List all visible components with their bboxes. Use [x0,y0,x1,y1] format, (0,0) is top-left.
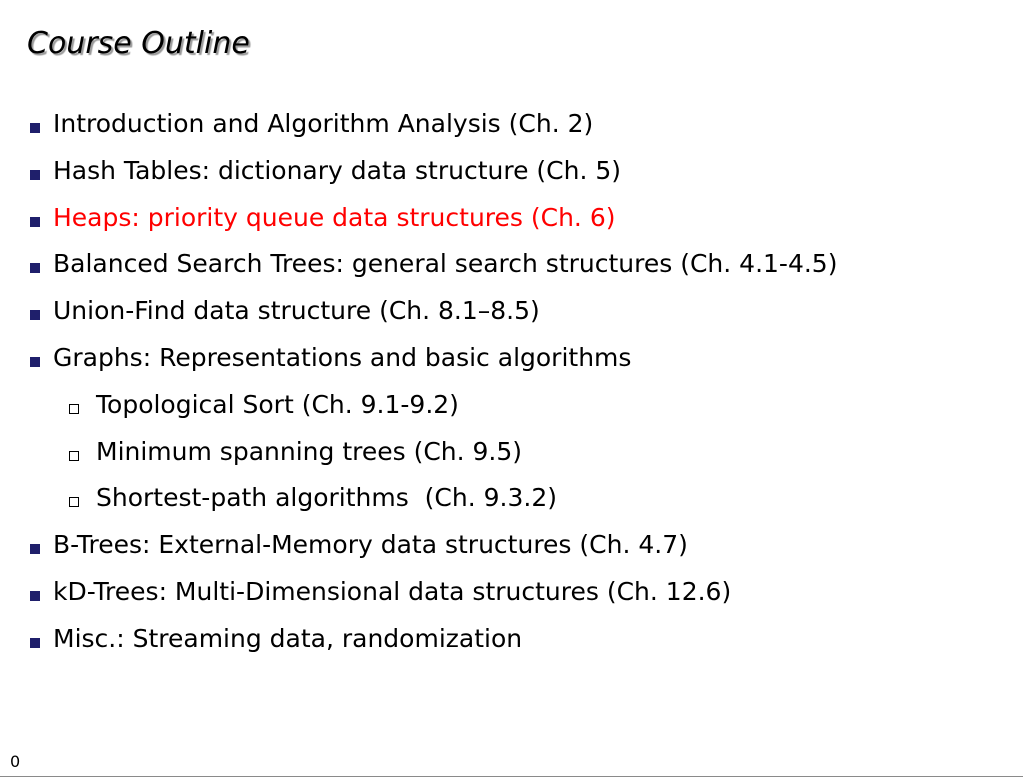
square-bullet-icon [30,544,40,554]
outline-item-graphs [0,335,1023,382]
outline-item-b-trees [0,522,1023,569]
square-bullet-icon [30,638,40,648]
outline-item-hash-tables [0,148,1023,195]
outline-item-text: Heaps: priority queue data structures (Ch. 6) [53,202,616,232]
outline-item-misc [0,616,1023,663]
square-bullet-icon [30,217,40,227]
outline-item-text: Topological Sort (Ch. 9.1-9.2) [96,389,459,419]
outline-item-text: B-Trees: External-Memory data structures (Ch. 4.7) [53,530,688,560]
hollow-square-bullet-icon [69,497,79,507]
outline-subitem-shortest-path [0,475,1023,522]
hollow-square-bullet-icon [69,451,79,461]
square-bullet-icon [30,263,40,273]
outline-item-text: Hash Tables: dictionary data structure (Ch. 5) [53,155,622,185]
page-number: 0 [10,752,21,771]
hollow-square-bullet-icon [69,404,79,414]
outline-item-balanced-search-trees [0,241,1023,288]
outline-item-kd-trees [0,569,1023,616]
footer-divider [0,776,1023,777]
square-bullet-icon [30,591,40,601]
outline-item-text: Introduction and Algorithm Analysis (Ch. 2) [53,109,594,138]
square-bullet-icon [30,170,40,180]
outline-item-text: Minimum spanning trees (Ch. 9.5) [96,436,523,466]
outline-item-text: Shortest-path algorithms (Ch. 9.3.2) [96,483,557,513]
outline-item-heaps [0,195,1023,242]
square-bullet-icon [30,123,40,133]
outline-item-text: Union-Find data structure (Ch. 8.1–8.5) [53,296,540,326]
slide-title: Course Outline [27,26,250,61]
outline-item-union-find [0,288,1023,335]
outline-item-text: Graphs: Representations and basic algorithms [53,342,632,372]
outline-subitem-topological-sort [0,382,1023,429]
square-bullet-icon [30,310,40,320]
outline-subitem-minimum-spanning-trees [0,429,1023,476]
outline-item-text: kD-Trees: Multi-Dimensional data structures (Ch. 12.6) [53,576,732,606]
square-bullet-icon [30,357,40,367]
outline-item-text: Balanced Search Trees: general search structures (Ch. 4.1-4.5) [53,249,838,279]
outline-item-text: Misc.: Streaming data, randomization [53,623,523,653]
outline-item-introduction [0,101,1023,148]
course-outline-list [0,101,1023,663]
